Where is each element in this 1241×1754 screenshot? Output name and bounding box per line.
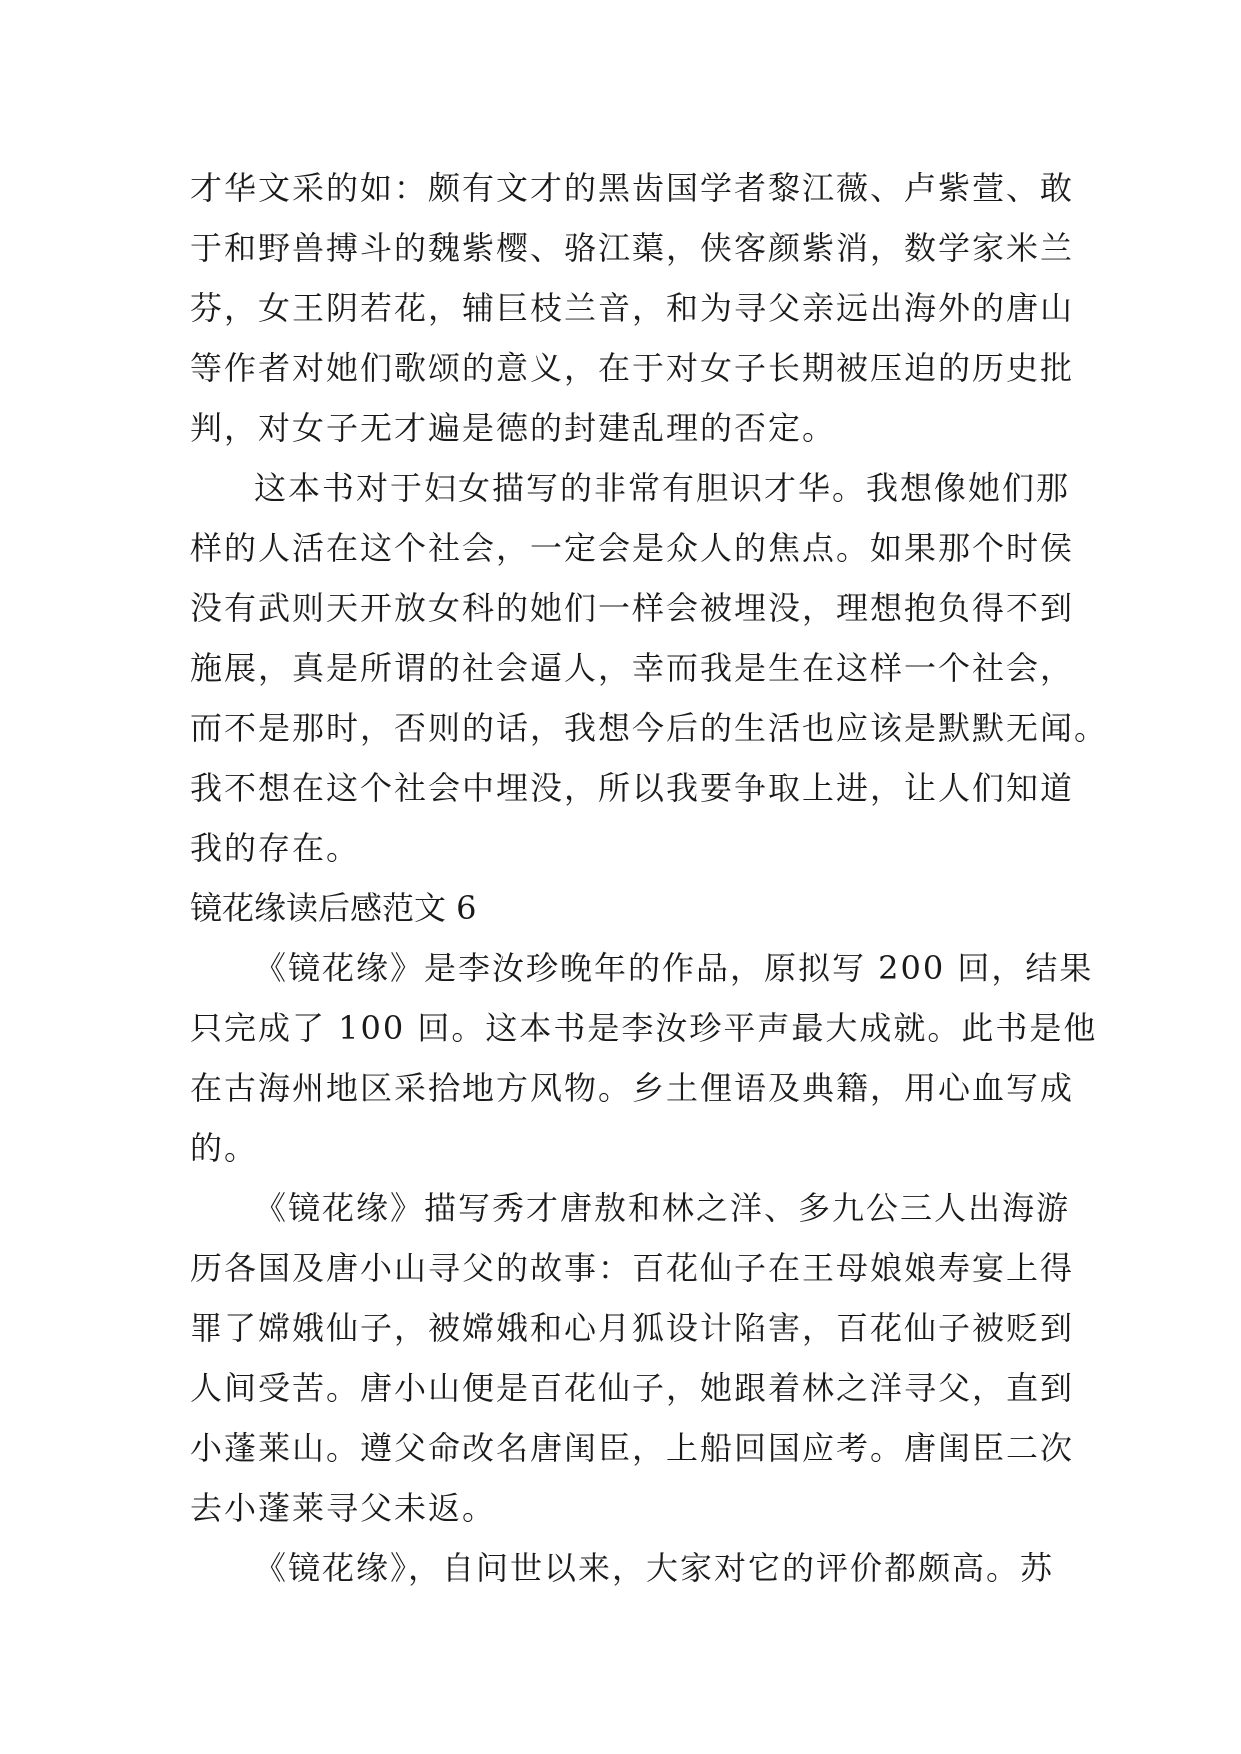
text-line: 样的人活在这个社会，一定会是众人的焦点。如果那个时侯 bbox=[190, 529, 1075, 567]
paragraph bbox=[190, 938, 1098, 1178]
text-line: 在古海州地区采拾地方风物。乡土俚语及典籍，用心血写成 bbox=[190, 1069, 1075, 1107]
text-line: 没有武则天开放女科的她们一样会被埋没，理想抱负得不到 bbox=[190, 589, 1075, 627]
text-line: 判，对女子无才遍是德的封建乱理的否定。 bbox=[190, 409, 837, 447]
text-line: 施展，真是所谓的社会逼人，幸而我是生在这样一个社会， bbox=[190, 649, 1075, 687]
text-line: 于和野兽搏斗的魏紫樱、骆江蕖，侠客颜紫消，数学家米兰 bbox=[190, 229, 1075, 267]
text-line: 才华文采的如：颇有文才的黑齿国学者黎江薇、卢紫萱、敢 bbox=[190, 169, 1075, 207]
document-body bbox=[190, 158, 1109, 1598]
text-line: 只完成了 100 回。这本书是李汝珍平声最大成就。此书是他 bbox=[190, 1009, 1098, 1047]
text-line: 小蓬莱山。遵父命改名唐闺臣，上船回国应考。唐闺臣二次 bbox=[190, 1429, 1075, 1467]
text-line: 人间受苦。唐小山便是百花仙子，她跟着林之洋寻父，直到 bbox=[190, 1369, 1075, 1407]
text-line: 历各国及唐小山寻父的故事：百花仙子在王母娘娘寿宴上得 bbox=[190, 1249, 1075, 1287]
text-line: 《镜花缘》，自问世以来，大家对它的评价都颇高。苏 bbox=[254, 1549, 1055, 1587]
paragraph bbox=[190, 458, 1109, 878]
text-line: 罪了嫦娥仙子，被嫦娥和心月狐设计陷害，百花仙子被贬到 bbox=[190, 1309, 1075, 1347]
text-line: 我不想在这个社会中埋没，所以我要争取上进，让人们知道 bbox=[190, 769, 1075, 807]
section-heading: 镜花缘读后感范文 6 bbox=[190, 889, 477, 927]
text-line: 而不是那时，否则的话，我想今后的生活也应该是默默无闻。 bbox=[190, 709, 1109, 747]
paragraph bbox=[190, 1178, 1075, 1538]
text-line: 我的存在。 bbox=[190, 829, 361, 867]
text-line: 的。 bbox=[190, 1129, 259, 1167]
text-line: 《镜花缘》描写秀才唐敖和林之洋、多九公三人出海游 bbox=[254, 1189, 1071, 1227]
text-line: 这本书对于妇女描写的非常有胆识才华。我想像她们那 bbox=[254, 469, 1071, 507]
text-line: 芬，女王阴若花，辅巨枝兰音，和为寻父亲远出海外的唐山 bbox=[190, 289, 1075, 327]
text-line: 去小蓬莱寻父未返。 bbox=[190, 1489, 497, 1527]
paragraph bbox=[190, 1538, 1070, 1598]
text-line: 等作者对她们歌颂的意义，在于对女子长期被压迫的历史批 bbox=[190, 349, 1075, 387]
paragraph bbox=[190, 158, 1075, 458]
text-line: 《镜花缘》是李汝珍晚年的作品，原拟写 200 回，结果 bbox=[254, 949, 1094, 987]
